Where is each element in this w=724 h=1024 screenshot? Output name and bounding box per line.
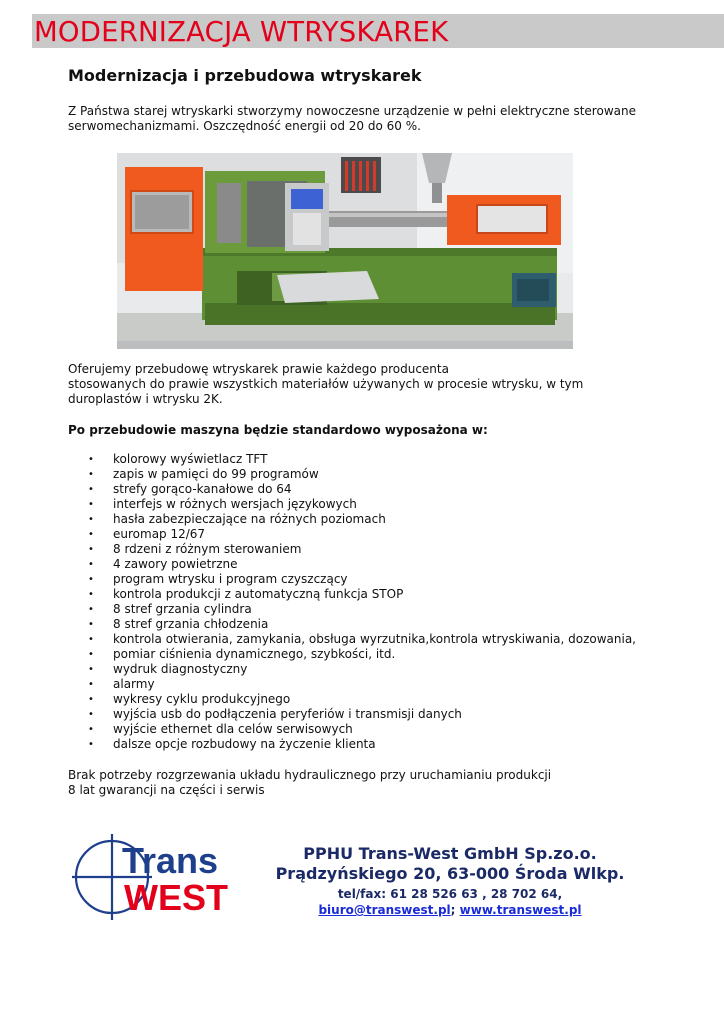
list-item: • 8 rdzeni z różnym sterowaniem bbox=[68, 542, 636, 557]
list-item: • zapis w pamięci do 99 programów bbox=[68, 467, 636, 482]
list-item: • wyjście ethernet dla celów serwisowych bbox=[68, 722, 636, 737]
title-banner bbox=[32, 14, 724, 48]
offer-line-3: duroplastów i wtrysku 2K. bbox=[68, 392, 223, 406]
list-item: • wykresy cyklu produkcyjnego bbox=[68, 692, 636, 707]
list-item: • dalsze opcje rozbudowy na życzenie klienta bbox=[68, 737, 636, 752]
link-separator: ; bbox=[450, 903, 456, 917]
email-link[interactable]: biuro@transwest.pl bbox=[318, 903, 451, 917]
features-list bbox=[68, 452, 636, 752]
intro-line-2: serwomechanizmami. Oszczędność energii od 20 do 60 %. bbox=[68, 119, 421, 133]
closing-line-2: 8 lat gwarancji na części i serwis bbox=[68, 783, 265, 797]
list-item: • kontrola otwierania, zamykania, obsługa wyrzutnika,kontrola wtryskiwania, dozowania, bbox=[68, 632, 636, 647]
features-heading: Po przebudowie maszyna będzie standardowo wyposażona w: bbox=[68, 423, 488, 437]
list-item: • 8 stref grzania cylindra bbox=[68, 602, 636, 617]
list-item: • pomiar ciśnienia dynamicznego, szybkości, itd. bbox=[68, 647, 636, 662]
list-item: • kontrola produkcji z automatyczną funkcja STOP bbox=[68, 587, 636, 602]
page-title: MODERNIZACJA WTRYSKAREK bbox=[34, 16, 449, 48]
closing-line-1: Brak potrzeby rozgrzewania układu hydraulicznego przy uruchamianiu produkcji bbox=[68, 768, 552, 782]
offer-line-2: stosowanych do prawie wszystkich materiałów używanych w procesie wtrysku, w tym bbox=[68, 377, 584, 391]
transwest-logo bbox=[72, 834, 250, 920]
list-item: • wyjścia usb do podłączenia peryferiów i transmisji danych bbox=[68, 707, 636, 722]
website-link[interactable]: www.transwest.pl bbox=[459, 903, 582, 917]
list-item: • program wtrysku i program czyszczący bbox=[68, 572, 636, 587]
list-item: • 4 zawory powietrzne bbox=[68, 557, 636, 572]
list-item: • hasła zabezpieczające na różnych poziomach bbox=[68, 512, 636, 527]
list-item: • strefy gorąco-kanałowe do 64 bbox=[68, 482, 636, 497]
company-address: Prądzyńskiego 20, 63-000 Środa Wlkp. bbox=[275, 864, 625, 883]
company-phone: tel/fax: 61 28 526 63 , 28 702 64, bbox=[337, 887, 563, 901]
list-item: • euromap 12/67 bbox=[68, 527, 636, 542]
list-item: • wydruk diagnostyczny bbox=[68, 662, 636, 677]
list-item: • interfejs w różnych wersjach językowych bbox=[68, 497, 636, 512]
intro-line-1: Z Państwa starej wtryskarki stworzymy nowoczesne urządzenie w pełni elektryczne sterowane bbox=[68, 104, 636, 118]
list-item: • alarmy bbox=[68, 677, 636, 692]
company-info bbox=[262, 844, 638, 918]
list-item: • 8 stref grzania chłodzenia bbox=[68, 617, 636, 632]
logo-text-trans: Trans bbox=[122, 840, 219, 881]
section-subtitle: Modernizacja i przebudowa wtryskarek bbox=[68, 66, 422, 85]
company-name: PPHU Trans-West GmbH Sp.zo.o. bbox=[303, 844, 597, 863]
injection-molding-machine-photo bbox=[117, 153, 573, 349]
offer-line-1: Oferujemy przebudowę wtryskarek prawie każdego producenta bbox=[68, 362, 449, 376]
list-item: • kolorowy wyświetlacz TFT bbox=[68, 452, 636, 467]
company-links bbox=[262, 902, 638, 918]
logo-text-west: WEST bbox=[124, 877, 228, 918]
